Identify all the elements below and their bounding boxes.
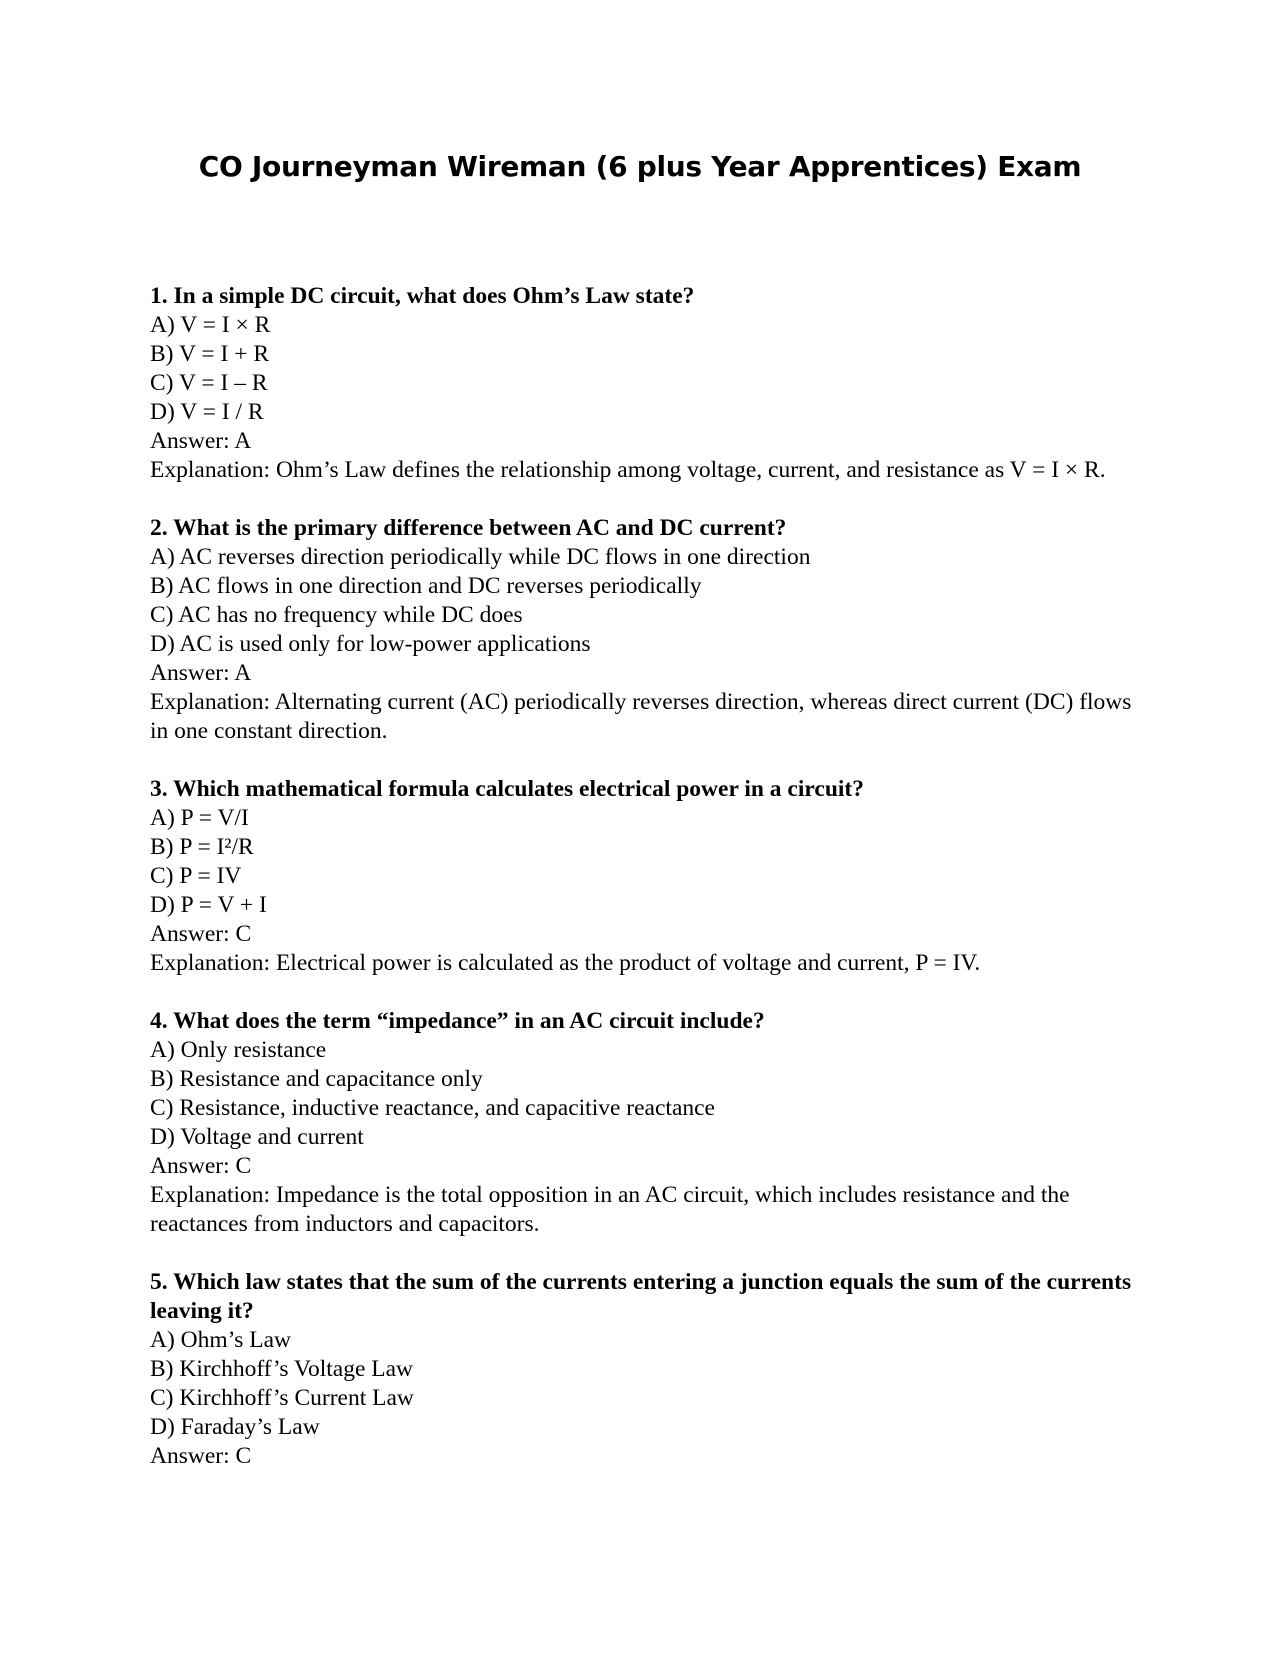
question-list (150, 282, 1135, 1500)
option-c: C) Kirchhoff’s Current Law (150, 1385, 414, 1411)
option-b: B) Resistance and capacitance only (150, 1066, 483, 1092)
option-a: A) V = I × R (150, 312, 271, 338)
option-a: A) Only resistance (150, 1037, 327, 1063)
option-c: C) AC has no frequency while DC does (150, 602, 523, 628)
question-3 (150, 775, 1135, 978)
document-title: CO Journeyman Wireman (6 plus Year Apprentices) Exam (198, 150, 1082, 183)
option-d: D) P = V + I (150, 892, 267, 918)
question-2 (150, 514, 1135, 746)
question-text: 2. What is the primary difference between AC and DC current? (150, 515, 787, 541)
option-d: D) Faraday’s Law (150, 1414, 320, 1440)
option-a: A) Ohm’s Law (150, 1327, 291, 1353)
option-b: B) AC flows in one direction and DC reverses periodically (150, 573, 702, 599)
option-c: C) P = IV (150, 863, 242, 889)
answer: Answer: C (150, 1443, 252, 1469)
option-c: C) V = I – R (150, 370, 268, 396)
explanation: Explanation: Alternating current (AC) periodically reverses direction, whereas direct current (DC) flows in one constant direction. (150, 689, 1132, 744)
explanation: Explanation: Electrical power is calculated as the product of voltage and current, P = IV. (150, 950, 981, 976)
option-b: B) Kirchhoff’s Voltage Law (150, 1356, 414, 1382)
question-text: 5. Which law states that the sum of the currents entering a junction equals the sum of the currents leaving it? (150, 1269, 1132, 1324)
option-a: A) AC reverses direction periodically while DC flows in one direction (150, 544, 811, 570)
option-b: B) V = I + R (150, 341, 270, 367)
question-text: 4. What does the term “impedance” in an AC circuit include? (150, 1008, 765, 1034)
explanation: Explanation: Impedance is the total opposition in an AC circuit, which includes resistance and the reactances from inductors and capacitors. (150, 1182, 1070, 1237)
option-d: D) V = I / R (150, 399, 264, 425)
option-b: B) P = I²/R (150, 834, 254, 860)
explanation: Explanation: Ohm’s Law defines the relationship among voltage, current, and resistance as V = I × R. (150, 457, 1106, 483)
option-c: C) Resistance, inductive reactance, and capacitive reactance (150, 1095, 715, 1121)
question-text: 1. In a simple DC circuit, what does Ohm’s Law state? (150, 283, 695, 309)
answer: Answer: A (150, 660, 252, 686)
option-a: A) P = V/I (150, 805, 249, 831)
question-5 (150, 1268, 1135, 1471)
answer: Answer: C (150, 921, 252, 947)
question-text: 3. Which mathematical formula calculates electrical power in a circuit? (150, 776, 864, 802)
question-4 (150, 1007, 1135, 1239)
option-d: D) AC is used only for low-power applications (150, 631, 591, 657)
answer: Answer: C (150, 1153, 252, 1179)
question-1 (150, 282, 1135, 485)
answer: Answer: A (150, 428, 252, 454)
option-d: D) Voltage and current (150, 1124, 364, 1150)
